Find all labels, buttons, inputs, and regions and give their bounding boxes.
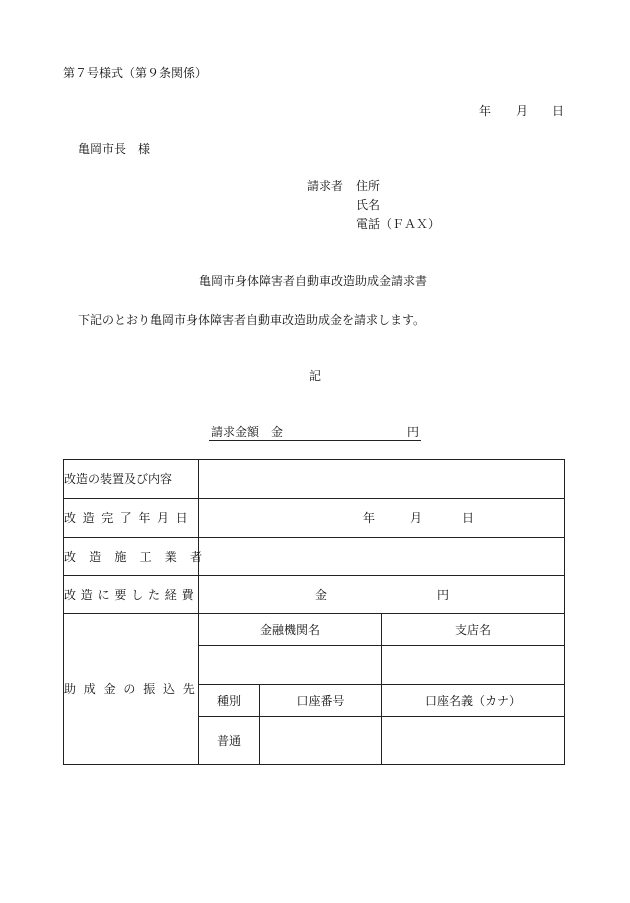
form-number: 第７号様式（第９条関係） [63,66,208,80]
row-device-value[interactable] [199,460,565,499]
row-contractor-value[interactable] [199,538,565,576]
row-device-label: 改造の装置及び内容 [64,460,199,499]
amount-label: 請求金額 金 [211,425,284,439]
account-holder-value[interactable] [382,717,565,765]
application-table [63,459,565,765]
date-day-label: 日 [552,104,565,118]
addressee: 亀岡市長 様 [78,142,151,156]
completion-year-label: 年 [363,511,376,525]
row-expense-value[interactable] [199,576,565,614]
name-label: 氏名 [356,198,381,212]
requester-label: 請求者 [307,179,344,193]
row-completion-date-value[interactable] [199,499,565,538]
bank-name-value[interactable] [199,646,382,685]
phone-label: 電話（ＦＡＸ） [356,217,441,231]
amount-underline [209,440,421,441]
account-type-value: 普通 [199,717,260,765]
row-expense-label: 改造に要した経費 [64,576,199,614]
row-contractor-label: 改造施工業者 [64,538,199,576]
intro-text: 下記のとおり亀岡市身体障害者自動車改造助成金を請求します。 [78,313,426,327]
row-completion-date-label: 改造完了年月日 [64,499,199,538]
expense-kin-label: 金 [315,587,328,602]
branch-name-value[interactable] [382,646,565,685]
completion-month-label: 月 [410,511,423,525]
document-title: 亀岡市身体障害者自動車改造助成金請求書 [199,274,428,288]
transfer-destination-label: 助成金の振込先 [64,614,199,765]
expense-yen-label: 円 [437,587,450,602]
completion-day-label: 日 [462,511,475,525]
account-number-header: 口座番号 [260,685,382,717]
account-holder-header: 口座名義（カナ） [382,685,565,717]
account-type-header: 種別 [199,685,260,717]
branch-name-header: 支店名 [382,614,565,646]
address-label: 住所 [356,179,381,193]
ki-heading: 記 [309,369,322,383]
date-year-label: 年 [479,104,492,118]
bank-name-header: 金融機関名 [199,614,382,646]
amount-unit: 円 [407,425,420,439]
date-month-label: 月 [516,104,529,118]
account-number-value[interactable] [260,717,382,765]
